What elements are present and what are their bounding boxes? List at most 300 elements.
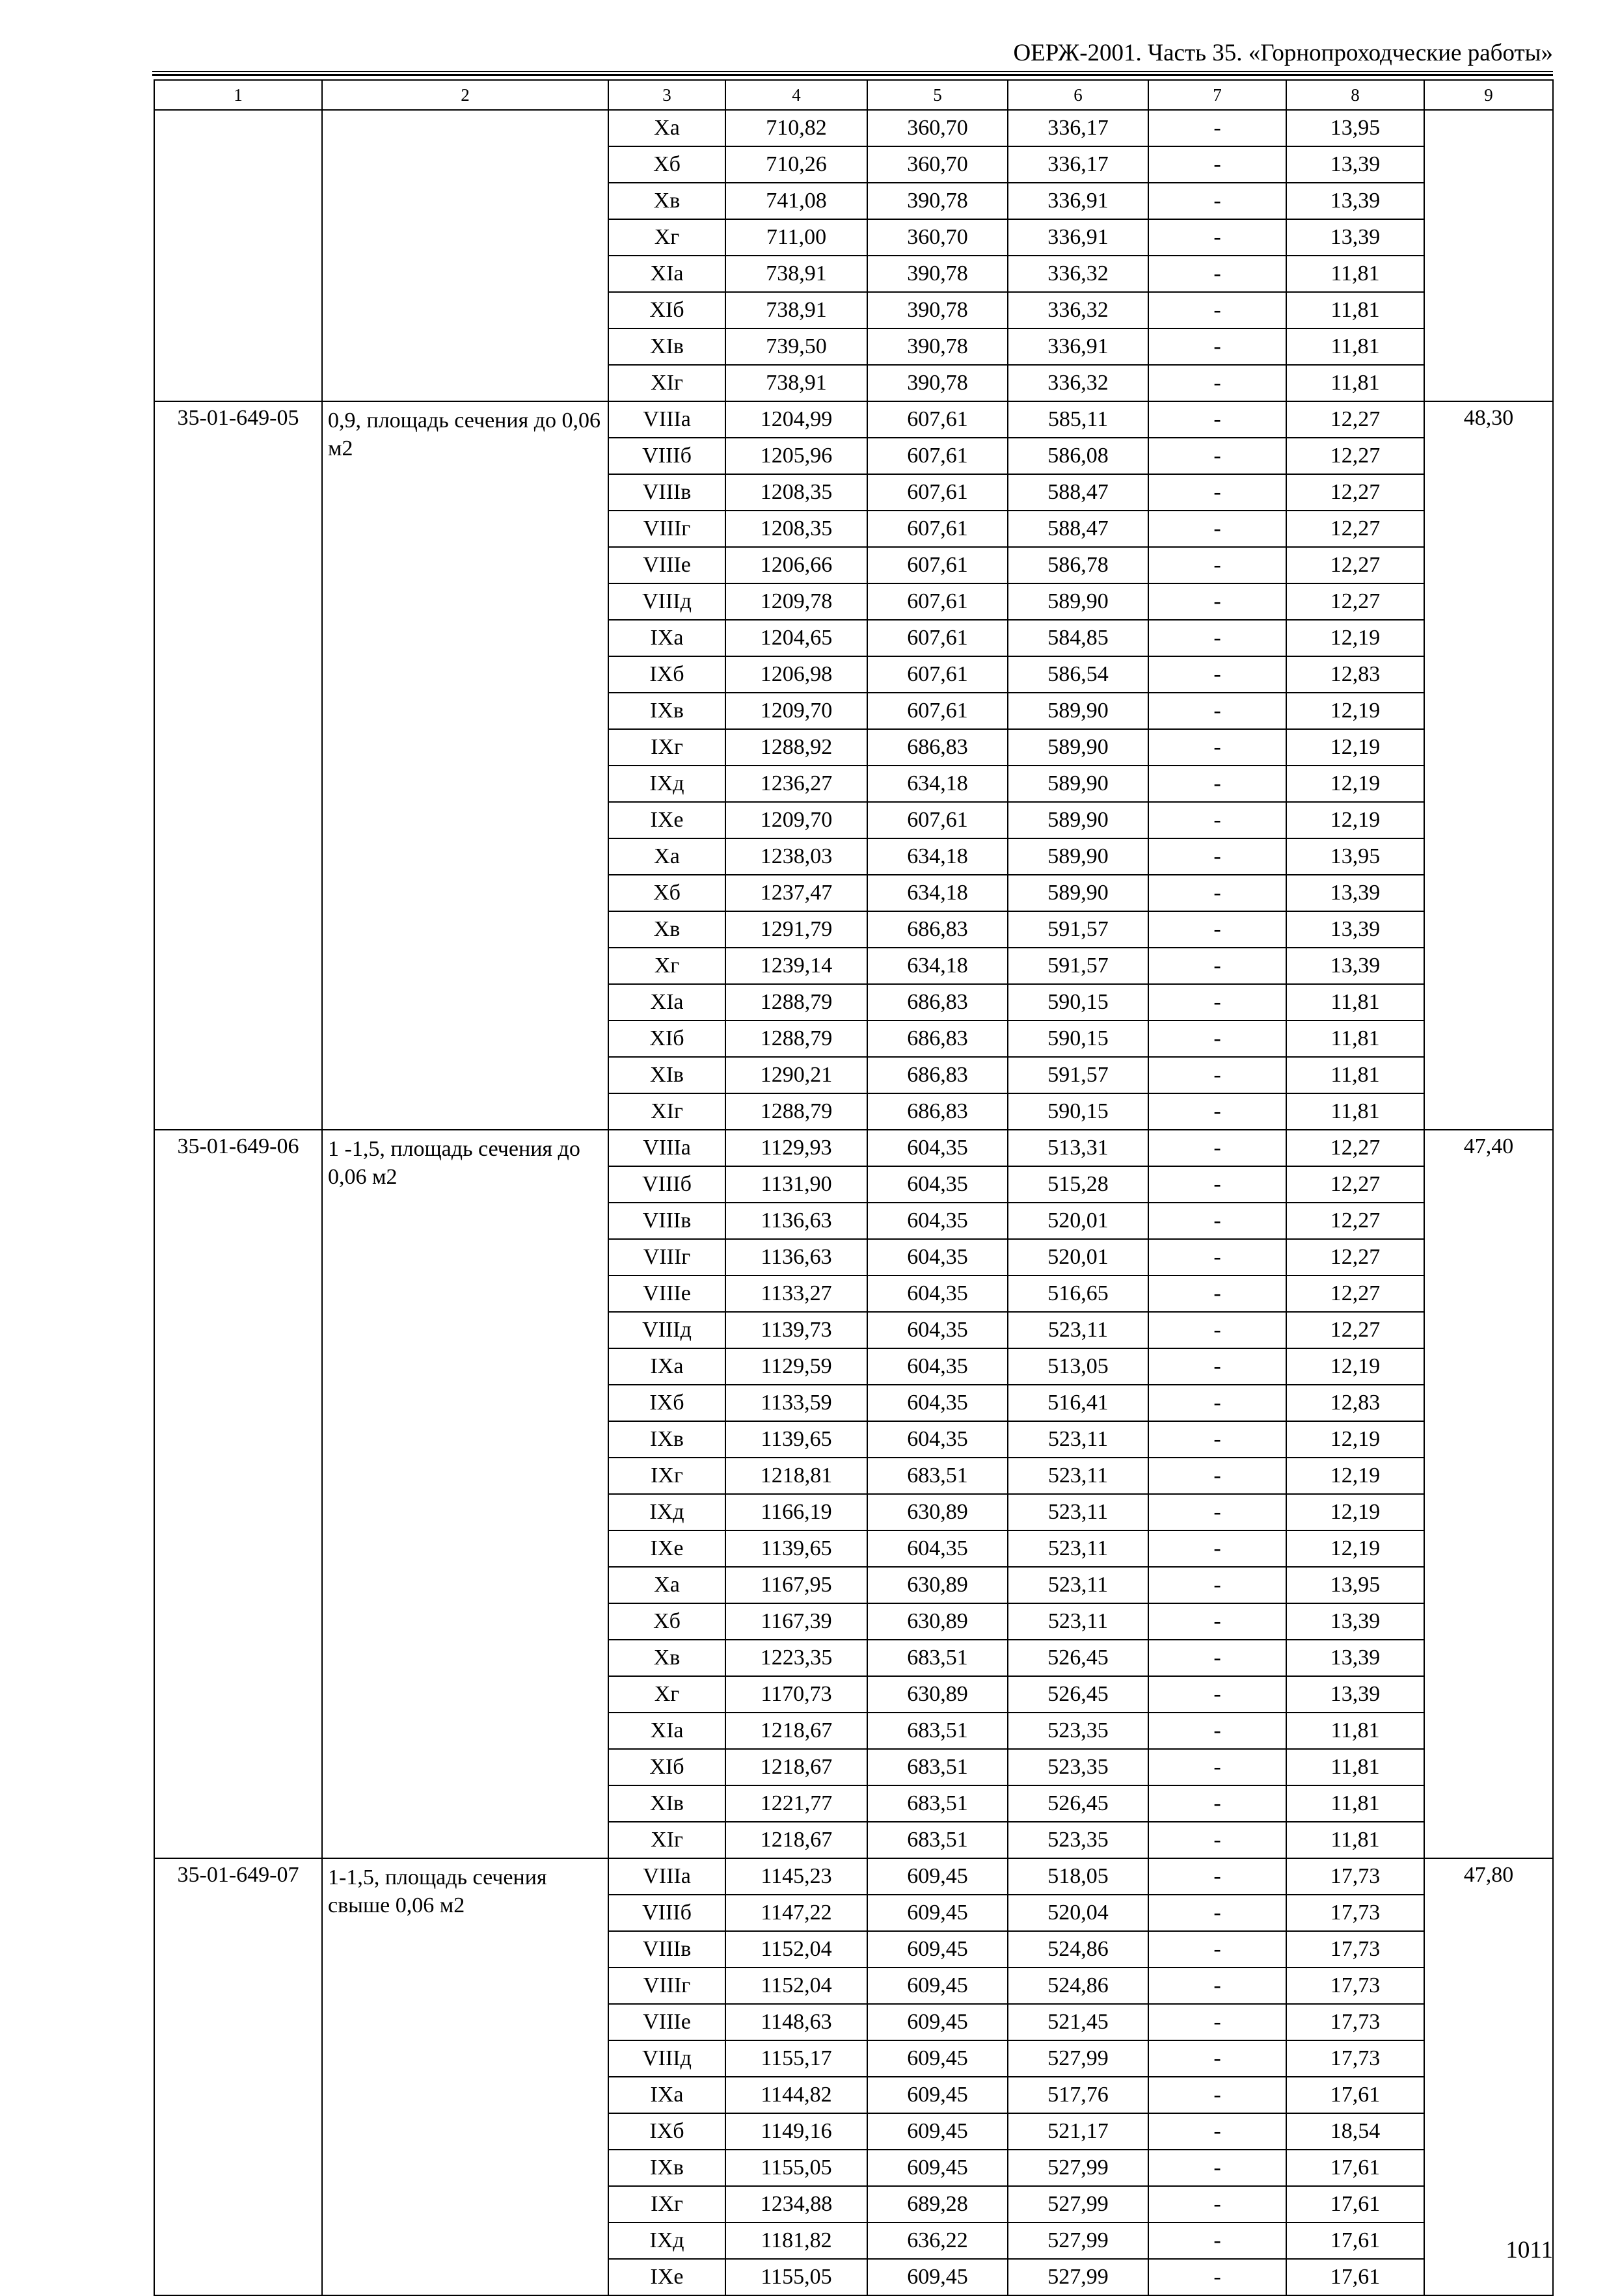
zone-cell: IXв	[608, 2150, 725, 2186]
driver-wage-cell: -	[1148, 1785, 1286, 1822]
zone-cell: IXв	[608, 1421, 725, 1458]
driver-wage-cell: -	[1148, 1822, 1286, 1858]
driver-wage-cell: -	[1148, 1275, 1286, 1312]
machine-cost-cell: 523,11	[1008, 1494, 1148, 1530]
driver-wage-cell: -	[1148, 1057, 1286, 1093]
driver-wage-cell: -	[1148, 292, 1286, 328]
column-number-row	[154, 80, 1553, 110]
machine-cost-cell: 591,57	[1008, 948, 1148, 984]
driver-wage-cell: -	[1148, 1858, 1286, 1895]
machine-cost-cell: 520,01	[1008, 1203, 1148, 1239]
total-cost-cell: 1206,66	[725, 547, 867, 583]
machine-cost-cell: 588,47	[1008, 511, 1148, 547]
wage-cell: 607,61	[867, 511, 1008, 547]
wage-cell: 604,35	[867, 1530, 1008, 1567]
zone-cell: Xг	[608, 948, 725, 984]
zone-cell: VIIIе	[608, 2004, 725, 2040]
total-cost-cell: 1205,96	[725, 438, 867, 474]
total-cost-cell: 1181,82	[725, 2223, 867, 2259]
zone-cell: IXб	[608, 2113, 725, 2150]
total-cost-cell: 1208,35	[725, 474, 867, 511]
driver-wage-cell: -	[1148, 1931, 1286, 1968]
zone-cell: VIIIa	[608, 401, 725, 438]
driver-wage-cell: -	[1148, 1239, 1286, 1275]
machine-cost-cell: 520,04	[1008, 1895, 1148, 1931]
machine-cost-cell: 523,11	[1008, 1421, 1148, 1458]
driver-wage-cell: -	[1148, 1130, 1286, 1166]
machine-cost-cell: 523,11	[1008, 1530, 1148, 1567]
column-number: 9	[1424, 80, 1553, 110]
rate-description: 1-1,5, площадь сечения свыше 0,06 м2	[322, 1858, 608, 2295]
total-cost-cell: 1148,63	[725, 2004, 867, 2040]
total-cost-cell: 1218,67	[725, 1749, 867, 1785]
materials-cell: 12,19	[1286, 802, 1424, 838]
zone-cell: VIIIв	[608, 474, 725, 511]
wage-cell: 607,61	[867, 620, 1008, 656]
total-cost-cell: 710,26	[725, 146, 867, 183]
machine-cost-cell: 513,05	[1008, 1348, 1148, 1385]
machine-cost-cell: 527,99	[1008, 2186, 1148, 2223]
wage-cell: 607,61	[867, 474, 1008, 511]
machine-cost-cell: 336,32	[1008, 292, 1148, 328]
total-cost-cell: 738,91	[725, 292, 867, 328]
zone-cell: VIIIе	[608, 547, 725, 583]
driver-wage-cell: -	[1148, 620, 1286, 656]
wage-cell: 609,45	[867, 1858, 1008, 1895]
zone-cell: XIв	[608, 328, 725, 365]
labor-cost-cell: 47,40	[1424, 1130, 1553, 1858]
materials-cell: 13,95	[1286, 1567, 1424, 1603]
materials-cell: 12,27	[1286, 1203, 1424, 1239]
driver-wage-cell: -	[1148, 1021, 1286, 1057]
column-number: 8	[1286, 80, 1424, 110]
zone-cell: Xв	[608, 183, 725, 219]
driver-wage-cell: -	[1148, 2113, 1286, 2150]
driver-wage-cell: -	[1148, 547, 1286, 583]
zone-cell: VIIIд	[608, 2040, 725, 2077]
zone-cell: VIIIб	[608, 438, 725, 474]
driver-wage-cell: -	[1148, 1203, 1286, 1239]
labor-cost-cell	[1424, 110, 1553, 401]
total-cost-cell: 1133,59	[725, 1385, 867, 1421]
total-cost-cell: 1288,92	[725, 729, 867, 766]
driver-wage-cell: -	[1148, 838, 1286, 875]
zone-cell: XIa	[608, 256, 725, 292]
materials-cell: 12,27	[1286, 1166, 1424, 1203]
wage-cell: 607,61	[867, 802, 1008, 838]
driver-wage-cell: -	[1148, 183, 1286, 219]
zone-cell: VIIIе	[608, 1275, 725, 1312]
machine-cost-cell: 523,11	[1008, 1312, 1148, 1348]
machine-cost-cell: 336,17	[1008, 110, 1148, 146]
materials-cell: 17,61	[1286, 2259, 1424, 2295]
zone-cell: XIб	[608, 292, 725, 328]
wage-cell: 686,83	[867, 1093, 1008, 1130]
zone-cell: IXд	[608, 766, 725, 802]
driver-wage-cell: -	[1148, 2259, 1286, 2295]
machine-cost-cell: 336,17	[1008, 146, 1148, 183]
machine-cost-cell: 336,91	[1008, 328, 1148, 365]
total-cost-cell: 1145,23	[725, 1858, 867, 1895]
total-cost-cell: 1206,98	[725, 656, 867, 693]
machine-cost-cell: 526,45	[1008, 1676, 1148, 1713]
total-cost-cell: 1152,04	[725, 1968, 867, 2004]
materials-cell: 13,39	[1286, 948, 1424, 984]
wage-cell: 604,35	[867, 1239, 1008, 1275]
driver-wage-cell: -	[1148, 1676, 1286, 1713]
machine-cost-cell: 517,76	[1008, 2077, 1148, 2113]
total-cost-cell: 1155,17	[725, 2040, 867, 2077]
header-rule-thick	[152, 74, 1553, 76]
machine-cost-cell: 589,90	[1008, 766, 1148, 802]
column-number: 4	[725, 80, 867, 110]
total-cost-cell: 1144,82	[725, 2077, 867, 2113]
zone-cell: VIIIв	[608, 1931, 725, 1968]
wage-cell: 607,61	[867, 693, 1008, 729]
materials-cell: 11,81	[1286, 1713, 1424, 1749]
total-cost-cell: 1218,81	[725, 1458, 867, 1494]
driver-wage-cell: -	[1148, 583, 1286, 620]
wage-cell: 609,45	[867, 2259, 1008, 2295]
total-cost-cell: 1167,95	[725, 1567, 867, 1603]
wage-cell: 686,83	[867, 911, 1008, 948]
materials-cell: 12,19	[1286, 1458, 1424, 1494]
total-cost-cell: 1290,21	[725, 1057, 867, 1093]
zone-cell: IXa	[608, 2077, 725, 2113]
zone-cell: VIIIб	[608, 1166, 725, 1203]
materials-cell: 11,81	[1286, 1822, 1424, 1858]
column-number: 2	[322, 80, 608, 110]
driver-wage-cell: -	[1148, 146, 1286, 183]
driver-wage-cell: -	[1148, 656, 1286, 693]
wage-cell: 634,18	[867, 948, 1008, 984]
total-cost-cell: 1167,39	[725, 1603, 867, 1640]
page-number: 1011	[1505, 2237, 1553, 2263]
total-cost-cell: 1209,70	[725, 693, 867, 729]
wage-cell: 634,18	[867, 875, 1008, 911]
wage-cell: 609,45	[867, 1895, 1008, 1931]
materials-cell: 11,81	[1286, 292, 1424, 328]
wage-cell: 630,89	[867, 1494, 1008, 1530]
materials-cell: 17,73	[1286, 1968, 1424, 2004]
total-cost-cell: 1136,63	[725, 1203, 867, 1239]
wage-cell: 630,89	[867, 1676, 1008, 1713]
driver-wage-cell: -	[1148, 438, 1286, 474]
materials-cell: 13,39	[1286, 183, 1424, 219]
rate-description: 0,9, площадь сечения до 0,06 м2	[322, 401, 608, 1130]
rate-description: 1 -1,5, площадь сечения до 0,06 м2	[322, 1130, 608, 1858]
column-number: 5	[867, 80, 1008, 110]
total-cost-cell: 1223,35	[725, 1640, 867, 1676]
driver-wage-cell: -	[1148, 2186, 1286, 2223]
zone-cell: Xa	[608, 1567, 725, 1603]
zone-cell: IXд	[608, 1494, 725, 1530]
zone-cell: VIIIг	[608, 1968, 725, 2004]
machine-cost-cell: 523,11	[1008, 1458, 1148, 1494]
zone-cell: XIб	[608, 1021, 725, 1057]
driver-wage-cell: -	[1148, 984, 1286, 1021]
machine-cost-cell: 586,54	[1008, 656, 1148, 693]
wage-cell: 604,35	[867, 1130, 1008, 1166]
driver-wage-cell: -	[1148, 1421, 1286, 1458]
wage-cell: 607,61	[867, 438, 1008, 474]
total-cost-cell: 1129,59	[725, 1348, 867, 1385]
machine-cost-cell: 524,86	[1008, 1931, 1148, 1968]
driver-wage-cell: -	[1148, 1312, 1286, 1348]
driver-wage-cell: -	[1148, 365, 1286, 401]
materials-cell: 11,81	[1286, 1785, 1424, 1822]
zone-cell: VIIIa	[608, 1858, 725, 1895]
machine-cost-cell: 591,57	[1008, 1057, 1148, 1093]
page-header	[152, 38, 1553, 74]
total-cost-cell: 1204,65	[725, 620, 867, 656]
zone-cell: VIIIa	[608, 1130, 725, 1166]
driver-wage-cell: -	[1148, 256, 1286, 292]
wage-cell: 683,51	[867, 1785, 1008, 1822]
total-cost-cell: 1288,79	[725, 1021, 867, 1057]
total-cost-cell: 710,82	[725, 110, 867, 146]
total-cost-cell: 1208,35	[725, 511, 867, 547]
zone-cell: Xв	[608, 911, 725, 948]
materials-cell: 13,39	[1286, 146, 1424, 183]
total-cost-cell: 1218,67	[725, 1822, 867, 1858]
zone-cell: IXв	[608, 693, 725, 729]
column-number: 7	[1148, 80, 1286, 110]
wage-cell: 683,51	[867, 1640, 1008, 1676]
labor-cost-cell: 47,80	[1424, 1858, 1553, 2295]
wage-cell: 609,45	[867, 2113, 1008, 2150]
materials-cell: 13,39	[1286, 1640, 1424, 1676]
materials-cell: 17,73	[1286, 2004, 1424, 2040]
zone-cell: IXб	[608, 1385, 725, 1421]
total-cost-cell: 1155,05	[725, 2259, 867, 2295]
machine-cost-cell: 523,11	[1008, 1567, 1148, 1603]
zone-cell: Xб	[608, 1603, 725, 1640]
machine-cost-cell: 516,41	[1008, 1385, 1148, 1421]
header-rule-thin	[152, 71, 1553, 72]
materials-cell: 17,61	[1286, 2150, 1424, 2186]
wage-cell: 607,61	[867, 547, 1008, 583]
materials-cell: 12,27	[1286, 1312, 1424, 1348]
zone-cell: Xa	[608, 110, 725, 146]
wage-cell: 683,51	[867, 1713, 1008, 1749]
total-cost-cell: 1155,05	[725, 2150, 867, 2186]
materials-cell: 13,39	[1286, 1676, 1424, 1713]
machine-cost-cell: 523,35	[1008, 1713, 1148, 1749]
wage-cell: 689,28	[867, 2186, 1008, 2223]
zone-cell: XIг	[608, 365, 725, 401]
driver-wage-cell: -	[1148, 511, 1286, 547]
zone-cell: IXд	[608, 2223, 725, 2259]
total-cost-cell: 1234,88	[725, 2186, 867, 2223]
zone-cell: IXе	[608, 1530, 725, 1567]
materials-cell: 18,54	[1286, 2113, 1424, 2150]
machine-cost-cell: 589,90	[1008, 875, 1148, 911]
driver-wage-cell: -	[1148, 911, 1286, 948]
wage-cell: 636,22	[867, 2223, 1008, 2259]
zone-cell: IXг	[608, 2186, 725, 2223]
zone-cell: IXг	[608, 729, 725, 766]
total-cost-cell: 1288,79	[725, 1093, 867, 1130]
zone-cell: VIIIд	[608, 1312, 725, 1348]
machine-cost-cell: 527,99	[1008, 2040, 1148, 2077]
zone-cell: Xг	[608, 219, 725, 256]
driver-wage-cell: -	[1148, 1385, 1286, 1421]
materials-cell: 17,73	[1286, 2040, 1424, 2077]
wage-cell: 609,45	[867, 1968, 1008, 2004]
zone-cell: VIIIв	[608, 1203, 725, 1239]
rate-code: 35-01-649-05	[154, 401, 322, 1130]
wage-cell: 607,61	[867, 656, 1008, 693]
wage-cell: 609,45	[867, 2004, 1008, 2040]
wage-cell: 609,45	[867, 2040, 1008, 2077]
zone-cell: VIIIг	[608, 1239, 725, 1275]
zone-cell: XIв	[608, 1785, 725, 1822]
driver-wage-cell: -	[1148, 1530, 1286, 1567]
driver-wage-cell: -	[1148, 1567, 1286, 1603]
total-cost-cell: 1147,22	[725, 1895, 867, 1931]
total-cost-cell: 741,08	[725, 183, 867, 219]
materials-cell: 12,19	[1286, 693, 1424, 729]
materials-cell: 11,81	[1286, 328, 1424, 365]
machine-cost-cell: 520,01	[1008, 1239, 1148, 1275]
driver-wage-cell: -	[1148, 110, 1286, 146]
total-cost-cell: 1129,93	[725, 1130, 867, 1166]
machine-cost-cell: 588,47	[1008, 474, 1148, 511]
wage-cell: 683,51	[867, 1749, 1008, 1785]
wage-cell: 686,83	[867, 1057, 1008, 1093]
total-cost-cell: 1218,67	[725, 1713, 867, 1749]
driver-wage-cell: -	[1148, 1166, 1286, 1203]
materials-cell: 17,61	[1286, 2186, 1424, 2223]
machine-cost-cell: 521,45	[1008, 2004, 1148, 2040]
materials-cell: 12,27	[1286, 474, 1424, 511]
table-row	[154, 1130, 1553, 1166]
zone-cell: XIг	[608, 1822, 725, 1858]
wage-cell: 390,78	[867, 256, 1008, 292]
materials-cell: 12,19	[1286, 620, 1424, 656]
machine-cost-cell: 589,90	[1008, 729, 1148, 766]
total-cost-cell: 1221,77	[725, 1785, 867, 1822]
zone-cell: IXг	[608, 1458, 725, 1494]
machine-cost-cell: 527,99	[1008, 2259, 1148, 2295]
rate-description	[322, 110, 608, 401]
zone-cell: XIб	[608, 1749, 725, 1785]
total-cost-cell: 1291,79	[725, 911, 867, 948]
wage-cell: 604,35	[867, 1385, 1008, 1421]
machine-cost-cell: 516,65	[1008, 1275, 1148, 1312]
driver-wage-cell: -	[1148, 766, 1286, 802]
machine-cost-cell: 527,99	[1008, 2150, 1148, 2186]
wage-cell: 360,70	[867, 110, 1008, 146]
rate-code: 35-01-649-07	[154, 1858, 322, 2295]
materials-cell: 13,39	[1286, 219, 1424, 256]
materials-cell: 12,19	[1286, 1494, 1424, 1530]
materials-cell: 13,39	[1286, 875, 1424, 911]
materials-cell: 11,81	[1286, 1021, 1424, 1057]
materials-cell: 12,27	[1286, 401, 1424, 438]
machine-cost-cell: 524,86	[1008, 1968, 1148, 2004]
wage-cell: 390,78	[867, 292, 1008, 328]
total-cost-cell: 1209,70	[725, 802, 867, 838]
materials-cell: 12,19	[1286, 766, 1424, 802]
zone-cell: XIв	[608, 1057, 725, 1093]
driver-wage-cell: -	[1148, 1968, 1286, 2004]
wage-cell: 634,18	[867, 766, 1008, 802]
wage-cell: 604,35	[867, 1166, 1008, 1203]
machine-cost-cell: 336,32	[1008, 365, 1148, 401]
wage-cell: 686,83	[867, 1021, 1008, 1057]
materials-cell: 17,61	[1286, 2077, 1424, 2113]
materials-cell: 12,27	[1286, 547, 1424, 583]
materials-cell: 11,81	[1286, 1749, 1424, 1785]
wage-cell: 607,61	[867, 401, 1008, 438]
wage-cell: 360,70	[867, 146, 1008, 183]
table-row	[154, 401, 1553, 438]
driver-wage-cell: -	[1148, 2040, 1286, 2077]
zone-cell: XIг	[608, 1093, 725, 1130]
wage-cell: 609,45	[867, 1931, 1008, 1968]
column-number: 6	[1008, 80, 1148, 110]
zone-cell: XIa	[608, 1713, 725, 1749]
machine-cost-cell: 527,99	[1008, 2223, 1148, 2259]
total-cost-cell: 1288,79	[725, 984, 867, 1021]
materials-cell: 12,19	[1286, 1530, 1424, 1567]
machine-cost-cell: 589,90	[1008, 583, 1148, 620]
zone-cell: IXе	[608, 802, 725, 838]
wage-cell: 686,83	[867, 729, 1008, 766]
zone-cell: VIIIб	[608, 1895, 725, 1931]
zone-cell: IXa	[608, 620, 725, 656]
machine-cost-cell: 523,35	[1008, 1822, 1148, 1858]
materials-cell: 11,81	[1286, 365, 1424, 401]
total-cost-cell: 1170,73	[725, 1676, 867, 1713]
materials-cell: 17,73	[1286, 1858, 1424, 1895]
driver-wage-cell: -	[1148, 1458, 1286, 1494]
wage-cell: 630,89	[867, 1567, 1008, 1603]
driver-wage-cell: -	[1148, 474, 1286, 511]
machine-cost-cell: 584,85	[1008, 620, 1148, 656]
total-cost-cell: 1131,90	[725, 1166, 867, 1203]
wage-cell: 609,45	[867, 2077, 1008, 2113]
labor-cost-cell: 48,30	[1424, 401, 1553, 1130]
driver-wage-cell: -	[1148, 1603, 1286, 1640]
total-cost-cell: 1238,03	[725, 838, 867, 875]
table-body	[154, 110, 1553, 2295]
total-cost-cell: 739,50	[725, 328, 867, 365]
zone-cell: Xa	[608, 838, 725, 875]
wage-cell: 607,61	[867, 583, 1008, 620]
machine-cost-cell: 590,15	[1008, 1021, 1148, 1057]
wage-cell: 390,78	[867, 365, 1008, 401]
zone-cell: VIIIг	[608, 511, 725, 547]
machine-cost-cell: 523,35	[1008, 1749, 1148, 1785]
driver-wage-cell: -	[1148, 1348, 1286, 1385]
wage-cell: 604,35	[867, 1275, 1008, 1312]
machine-cost-cell: 515,28	[1008, 1166, 1148, 1203]
wage-cell: 630,89	[867, 1603, 1008, 1640]
driver-wage-cell: -	[1148, 1494, 1286, 1530]
materials-cell: 12,83	[1286, 656, 1424, 693]
total-cost-cell: 738,91	[725, 256, 867, 292]
materials-cell: 12,19	[1286, 1348, 1424, 1385]
materials-cell: 17,61	[1286, 2223, 1424, 2259]
materials-cell: 11,81	[1286, 984, 1424, 1021]
driver-wage-cell: -	[1148, 948, 1286, 984]
machine-cost-cell: 586,78	[1008, 547, 1148, 583]
driver-wage-cell: -	[1148, 2223, 1286, 2259]
driver-wage-cell: -	[1148, 875, 1286, 911]
